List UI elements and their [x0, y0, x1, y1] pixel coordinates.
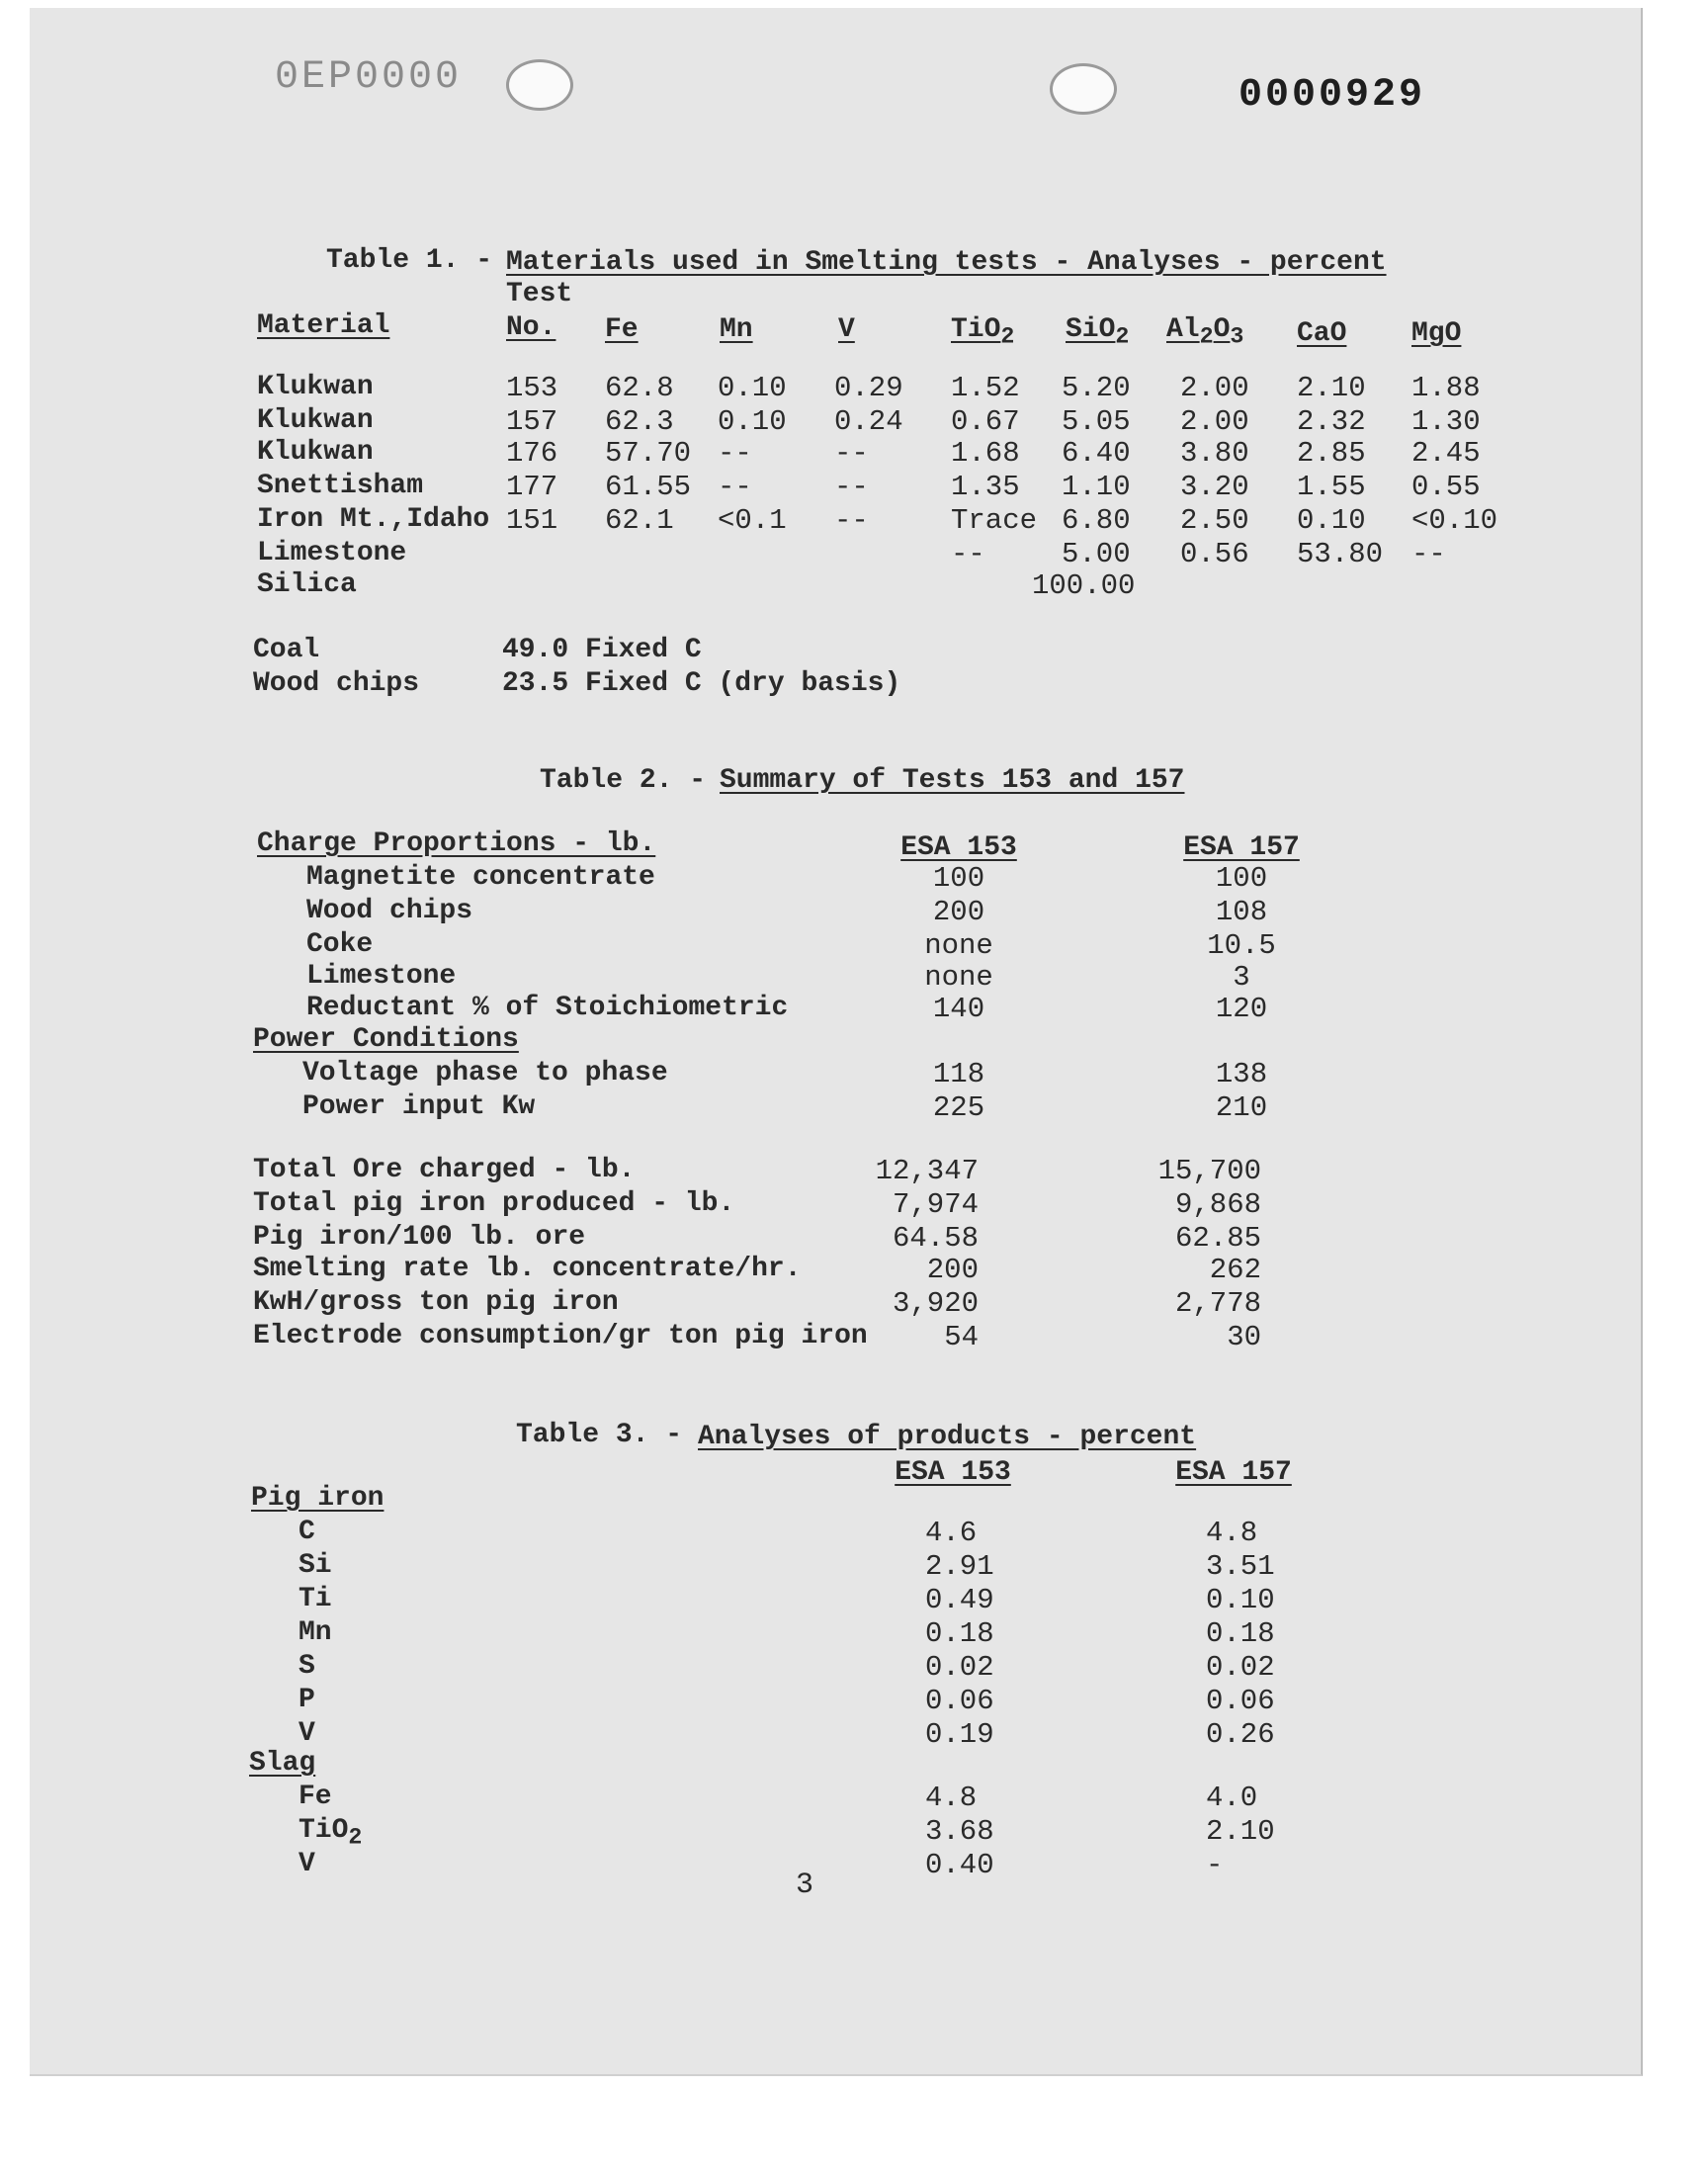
table2-total-label: Total Ore charged - lb.: [253, 1155, 636, 1185]
table3-pig-label: C: [299, 1517, 315, 1547]
table1-row-material: Iron Mt.,Idaho: [257, 504, 490, 535]
table1-header-no: No.: [506, 312, 556, 343]
table1-cell-cao: 53.80: [1297, 538, 1384, 570]
table1-cell-mgo: 1.30: [1411, 405, 1481, 438]
table1-cell-v: 0.29: [834, 372, 903, 404]
table3-value-b: 0.06: [1206, 1685, 1275, 1717]
table3-slag-label: Fe: [299, 1782, 332, 1812]
table1-cell-mn: 0.10: [718, 372, 787, 404]
table1-cell-v: 0.24: [834, 405, 903, 438]
table2-charge-heading: Charge Proportions - lb.: [257, 828, 656, 859]
table1-header-cao: CaO: [1297, 318, 1347, 349]
table1-cell-al2o3: 2.00: [1180, 405, 1249, 438]
table1-cell-mgo: <0.10: [1411, 504, 1498, 537]
page-number: 3: [796, 1869, 814, 1902]
table2-value-a: 200: [932, 896, 985, 928]
table1-cell-sio2: 100.00: [1032, 569, 1136, 602]
table1-cell-test_no: 153: [506, 372, 558, 404]
table2-col-a: ESA 153: [900, 832, 1017, 863]
table1-cell-tio2: 0.67: [951, 405, 1020, 438]
table2-value-b: 2,778: [1174, 1287, 1261, 1320]
table1-header-tio2: TiO$_2$: [951, 314, 1015, 351]
table3-value-b: 3.51: [1206, 1550, 1275, 1583]
table2-charge-label: Limestone: [306, 961, 457, 992]
table2-value-b: 210: [1215, 1091, 1268, 1124]
table2-value-a: none: [924, 929, 993, 962]
table2-value-a: 54: [944, 1321, 979, 1353]
table1-cell-cao: 2.32: [1297, 405, 1366, 438]
table1-header-fe: Fe: [605, 314, 639, 345]
table2-value-a: 12,347: [875, 1155, 979, 1187]
table2-charge-label: Wood chips: [306, 896, 473, 926]
table3-value-a: 0.02: [925, 1651, 994, 1684]
table1-cell-v: --: [834, 471, 869, 503]
table1-cell-fe: 57.70: [605, 437, 692, 470]
table2-value-a: 225: [932, 1091, 985, 1124]
table3-slag-heading: Slag: [249, 1748, 316, 1779]
table3-value-b: 4.8: [1206, 1517, 1258, 1549]
table1-row-material: Klukwan: [257, 372, 374, 402]
table1-cell-fe: 61.55: [605, 471, 692, 503]
table2-value-a: 200: [926, 1254, 979, 1286]
table3-value-a: 2.91: [925, 1550, 994, 1583]
table1-cell-tio2: Trace: [951, 504, 1038, 537]
table1-cell-fe: 62.1: [605, 504, 674, 537]
table1-cell-cao: 2.10: [1297, 372, 1366, 404]
table1-cell-sio2: 5.20: [1062, 372, 1131, 404]
table3-title-prefix: Table 3. -: [516, 1420, 683, 1450]
table2-value-b: 62.85: [1174, 1222, 1261, 1255]
table1-row-material: Silica: [257, 569, 357, 600]
table2-total-label: Pig iron/100 lb. ore: [253, 1222, 586, 1253]
table3-pig-label: P: [299, 1685, 315, 1715]
table1-row-material: Klukwan: [257, 437, 374, 468]
table2-charge-label: Reductant % of Stoichiometric: [306, 993, 789, 1023]
table1-cell-test_no: 151: [506, 504, 558, 537]
table2-value-a: 7,974: [892, 1188, 979, 1221]
table1-cell-al2o3: 2.50: [1180, 504, 1249, 537]
table2-value-b: 262: [1209, 1254, 1261, 1286]
table2-total-label: KwH/gross ton pig iron: [253, 1287, 619, 1318]
table2-value-b: 3: [1233, 961, 1250, 994]
table1-cell-mn: --: [718, 471, 752, 503]
table3-value-b: 0.10: [1206, 1584, 1275, 1616]
table3-pig-label: Si: [299, 1550, 332, 1581]
table3-pig-label: S: [299, 1651, 315, 1682]
table1-header-mn: Mn: [720, 314, 753, 345]
table1-cell-v: --: [834, 437, 869, 470]
table3-slag-subscript: 2: [348, 1825, 363, 1852]
table3-pig-label: V: [299, 1718, 315, 1749]
table1-cell-al2o3: 2.00: [1180, 372, 1249, 404]
table2-value-a: 118: [932, 1058, 985, 1090]
table1-cell-cao: 2.85: [1297, 437, 1366, 470]
table1-fuel-label: Coal: [253, 635, 320, 665]
table3-col-a: ESA 153: [895, 1457, 1011, 1488]
table2-value-a: none: [924, 961, 993, 994]
table2-value-b: 108: [1215, 896, 1268, 928]
table1-cell-sio2: 6.80: [1062, 504, 1131, 537]
table1-fuel-label: Wood chips: [253, 668, 420, 699]
table3-value-b: 4.0: [1206, 1782, 1258, 1814]
table2-value-b: 30: [1227, 1321, 1261, 1353]
table1-cell-tio2: --: [951, 538, 985, 570]
table1-cell-test_no: 177: [506, 471, 558, 503]
table3-slag-label: [299, 1815, 362, 1852]
table1-cell-test_no: 176: [506, 437, 558, 470]
table2-value-b: 100: [1215, 862, 1268, 895]
table2-charge-label: Coke: [306, 929, 374, 960]
table3-value-b: 2.10: [1206, 1815, 1275, 1848]
table1-fuel-value: 23.5 Fixed C (dry basis): [502, 668, 901, 699]
punch-hole-left: [506, 59, 573, 111]
table1-header-test: Test: [506, 279, 573, 309]
table1-cell-al2o3: 3.20: [1180, 471, 1249, 503]
table1-row-material: Snettisham: [257, 471, 424, 501]
table2-power-heading: Power Conditions: [253, 1024, 519, 1055]
table1-header-v: V: [838, 314, 855, 345]
table1-header-al2o3: $Al_2O_3$: [1166, 314, 1244, 351]
table1-cell-mgo: 0.55: [1411, 471, 1481, 503]
table2-title-prefix: Table 2. -: [540, 765, 707, 796]
table3-col-b: ESA 157: [1175, 1457, 1292, 1488]
table1-cell-sio2: 6.40: [1062, 437, 1131, 470]
table3-value-b: 0.26: [1206, 1718, 1275, 1751]
table1-row-material: Limestone: [257, 538, 407, 568]
table1-header-material: Material: [257, 310, 390, 341]
table1-cell-mgo: --: [1411, 538, 1446, 570]
table2-value-b: 15,700: [1157, 1155, 1261, 1187]
stamp-right: 0000929: [1238, 73, 1426, 118]
table1-cell-mn: <0.1: [718, 504, 787, 537]
table3-value-a: 0.06: [925, 1685, 994, 1717]
table1-cell-v: --: [834, 504, 869, 537]
table1-cell-sio2: 5.00: [1062, 538, 1131, 570]
table1-title: Materials used in Smelting tests - Analyses - percent: [506, 247, 1387, 278]
table3-value-b: -: [1206, 1849, 1224, 1881]
table1-row-material: Klukwan: [257, 405, 374, 436]
stamp-left: 0EP0000: [275, 55, 463, 100]
table1-cell-cao: 1.55: [1297, 471, 1366, 503]
table2-total-label: Total pig iron produced - lb.: [253, 1188, 735, 1219]
table1-header-mgo: MgO: [1411, 318, 1462, 349]
table2-value-b: 9,868: [1174, 1188, 1261, 1221]
table2-value-a: 3,920: [892, 1287, 979, 1320]
table2-total-label: Electrode consumption/gr ton pig iron: [253, 1321, 868, 1351]
table3-value-a: 0.49: [925, 1584, 994, 1616]
table3-value-b: 0.02: [1206, 1651, 1275, 1684]
table3-value-a: 4.8: [925, 1782, 978, 1814]
table1-cell-mgo: 2.45: [1411, 437, 1481, 470]
table1-cell-tio2: 1.68: [951, 437, 1020, 470]
table1-cell-mn: --: [718, 437, 752, 470]
table3-slag-label: V: [299, 1849, 315, 1879]
table1-cell-cao: 0.10: [1297, 504, 1366, 537]
table1-cell-sio2: 5.05: [1062, 405, 1131, 438]
table1-cell-mgo: 1.88: [1411, 372, 1481, 404]
table1-cell-fe: 62.8: [605, 372, 674, 404]
table2-total-label: Smelting rate lb. concentrate/hr.: [253, 1254, 802, 1284]
table3-value-b: 0.18: [1206, 1617, 1275, 1650]
table1-cell-tio2: 1.35: [951, 471, 1020, 503]
table1-header-sio2: SiO$_2$: [1066, 314, 1130, 351]
table2-value-a: 140: [932, 993, 985, 1025]
table2-value-a: 64.58: [892, 1222, 979, 1255]
table1-cell-sio2: 1.10: [1062, 471, 1131, 503]
table2-charge-label: Magnetite concentrate: [306, 862, 655, 893]
table3-pig-label: Ti: [299, 1584, 332, 1614]
table2-col-b: ESA 157: [1183, 832, 1300, 863]
table1-cell-mn: 0.10: [718, 405, 787, 438]
table3-value-a: 0.40: [925, 1849, 994, 1881]
table2-power-label: Power input Kw: [302, 1091, 536, 1122]
table2-value-a: 100: [932, 862, 985, 895]
table3-value-a: 4.6: [925, 1517, 978, 1549]
table2-value-b: 120: [1215, 993, 1268, 1025]
table3-pig-heading: Pig iron: [251, 1483, 384, 1514]
table1-cell-al2o3: 0.56: [1180, 538, 1249, 570]
table2-value-b: 138: [1215, 1058, 1268, 1090]
table3-value-a: 0.18: [925, 1617, 994, 1650]
punch-hole-right: [1050, 63, 1117, 115]
table2-value-b: 10.5: [1207, 929, 1276, 962]
table1-cell-al2o3: 3.80: [1180, 437, 1249, 470]
table1-fuel-value: 49.0 Fixed C: [502, 635, 702, 665]
table3-slag-label-text: TiO: [299, 1815, 349, 1846]
table2-title: Summary of Tests 153 and 157: [720, 765, 1185, 796]
table2-power-label: Voltage phase to phase: [302, 1058, 668, 1088]
table3-title: Analyses of products - percent: [698, 1422, 1197, 1452]
table1-cell-test_no: 157: [506, 405, 558, 438]
table3-pig-label: Mn: [299, 1617, 332, 1648]
table1-title-prefix: Table 1. -: [326, 245, 493, 276]
table1-cell-tio2: 1.52: [951, 372, 1020, 404]
table3-value-a: 0.19: [925, 1718, 994, 1751]
table1-cell-fe: 62.3: [605, 405, 674, 438]
table3-value-a: 3.68: [925, 1815, 994, 1848]
